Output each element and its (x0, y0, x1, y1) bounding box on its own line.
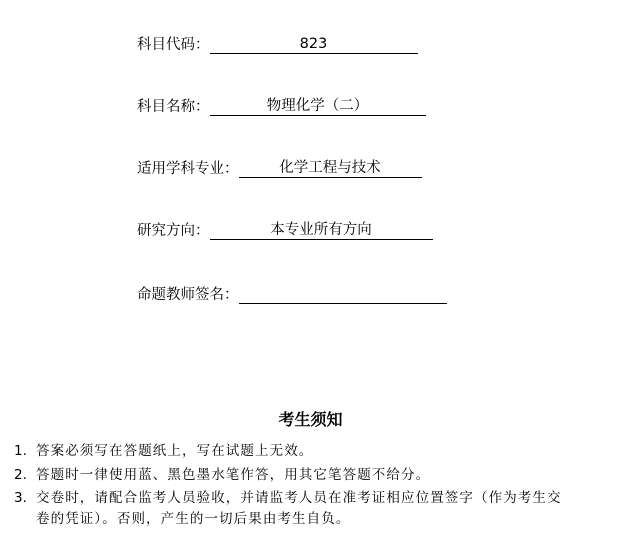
notice-item-text: 交卷时，请配合监考人员验收，并请监考人员在准考证相应位置签字（作为考生交 (36, 490, 562, 506)
subject-name-value: 物理化学（二） (210, 97, 426, 116)
notice-item-3 (14, 488, 614, 530)
teacher-signature-field (137, 280, 447, 304)
major-field (137, 154, 422, 178)
notice-title: 考生须知 (278, 410, 343, 429)
notice-item-2 (14, 465, 614, 486)
subject-code-value: 823 (210, 35, 418, 54)
notice-item-text: 答题时一律使用蓝、黑色墨水笔作答，用其它笔答题不给分。 (36, 467, 431, 483)
major-label: 适用学科专业： (137, 161, 239, 177)
notice-item-1 (14, 441, 614, 462)
research-direction-value: 本专业所有方向 (210, 221, 433, 240)
research-direction-label: 研究方向： (137, 223, 210, 239)
subject-name-field (137, 92, 426, 116)
notice-item-number: 2. (14, 467, 27, 483)
subject-code-label: 科目代码： (137, 37, 210, 53)
notice-item-text: 答案必须写在答题纸上，写在试题上无效。 (36, 443, 314, 459)
notice-item-text-continued: 卷的凭证）。否则，产生的一切后果由考生自负。 (36, 511, 351, 527)
major-value: 化学工程与技术 (239, 159, 422, 178)
subject-name-label: 科目名称： (137, 99, 210, 115)
subject-code-field (137, 30, 418, 54)
research-direction-field (137, 216, 433, 240)
notice-item-number: 3. (14, 490, 27, 506)
teacher-signature-label: 命题教师签名： (137, 287, 239, 303)
notice-item-number: 1. (14, 443, 27, 459)
teacher-signature-line (239, 285, 447, 304)
